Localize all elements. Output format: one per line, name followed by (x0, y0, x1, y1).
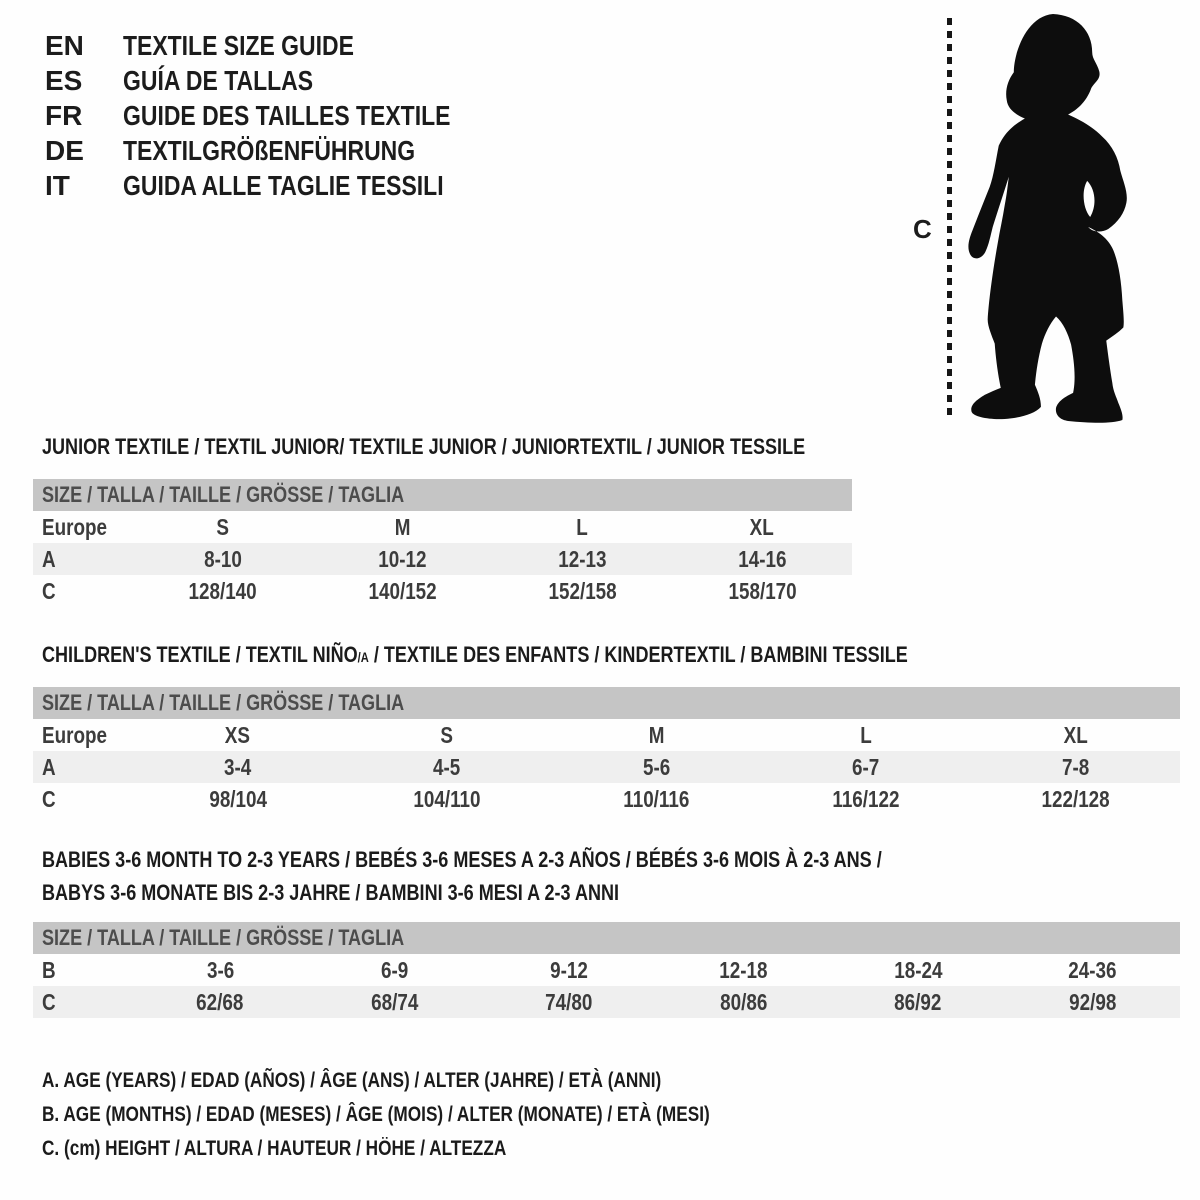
row-label: C (42, 988, 56, 1015)
cell: 128/140 (188, 577, 257, 604)
cell: 5-6 (642, 753, 671, 780)
babies-section-heading (42, 843, 1066, 909)
cell: S (216, 513, 230, 540)
toddler-silhouette-image (964, 12, 1140, 426)
lang-code: IT (45, 169, 70, 201)
legend-line-b: B. AGE (MONTHS) / EDAD (MESES) / ÂGE (MOIS) / ALTER (MONATE) / ETÀ (MESI) (42, 1103, 710, 1126)
cell: 68/74 (371, 988, 419, 1015)
cell: XL (750, 513, 775, 540)
table-row (33, 719, 1180, 751)
row-label: A (42, 545, 56, 572)
table-row (33, 543, 852, 575)
lang-title: GUÍA DE TALLAS (123, 64, 314, 96)
table-row (33, 986, 1180, 1018)
row-label: C (42, 577, 56, 604)
cell: 10-12 (378, 545, 427, 572)
row-label: C (42, 785, 56, 812)
children-heading-sub: /A (357, 650, 369, 665)
lang-row-en (45, 28, 522, 63)
cell: 24-36 (1068, 956, 1117, 983)
language-title-block (45, 28, 522, 203)
table-row (33, 954, 1180, 986)
measure-c-label: C (913, 214, 932, 244)
legend-line-c: C. (cm) HEIGHT / ALTURA / HAUTEUR / HÖHE / ALTEZZA (42, 1137, 507, 1160)
babies-size-table (33, 922, 1180, 1018)
table-row (33, 511, 852, 543)
cell: 6-9 (381, 956, 409, 983)
junior-size-table (33, 479, 852, 607)
row-label: B (42, 956, 56, 983)
legend-line-a: A. AGE (YEARS) / EDAD (AÑOS) / ÂGE (ANS) / ALTER (JAHRE) / ETÀ (ANNI) (42, 1069, 662, 1092)
cell: 62/68 (196, 988, 244, 1015)
children-heading-pre: CHILDREN'S TEXTILE / TEXTIL NIÑO (42, 642, 358, 667)
cell: 110/116 (623, 785, 690, 812)
children-size-table (33, 687, 1180, 815)
junior-section-heading (42, 434, 973, 460)
cell: 122/128 (1041, 785, 1110, 812)
babies-size-header-bar (33, 922, 1180, 954)
cell: 140/152 (368, 577, 437, 604)
cell: 86/92 (894, 988, 942, 1015)
children-heading-text (42, 642, 908, 668)
table-row (33, 783, 1180, 815)
cell: L (860, 721, 872, 748)
lang-row-fr (45, 98, 522, 133)
cell: S (440, 721, 454, 748)
cell: 3-6 (206, 956, 234, 983)
lang-code: EN (45, 29, 84, 61)
table-row (33, 575, 852, 607)
babies-heading-line1: BABIES 3-6 MONTH TO 2-3 YEARS / BEBÉS 3-6 MESES A 2-3 AÑOS / BÉBÉS 3-6 MOIS À 2-3 ANS / (42, 846, 882, 872)
lang-code: ES (45, 64, 83, 96)
size-header-text: SIZE / TALLA / TAILLE / GRÖSSE / TAGLIA (42, 482, 405, 507)
cell: 92/98 (1069, 988, 1117, 1015)
junior-size-header-bar (33, 479, 852, 511)
lang-title: GUIDA ALLE TAGLIE TESSILI (123, 169, 444, 201)
size-header-text: SIZE / TALLA / TAILLE / GRÖSSE / TAGLIA (42, 925, 405, 950)
row-label: A (42, 753, 56, 780)
cell: 4-5 (433, 753, 461, 780)
children-size-header-bar (33, 687, 1180, 719)
row-label: Europe (42, 513, 107, 540)
height-measure-dashed-line (947, 18, 952, 416)
cell: 12-18 (719, 956, 768, 983)
cell: 18-24 (894, 956, 943, 983)
cell: L (576, 513, 589, 540)
cell: 116/122 (832, 785, 900, 812)
row-label: Europe (42, 721, 107, 748)
lang-row-de (45, 133, 522, 168)
lang-code: DE (45, 134, 84, 166)
lang-row-it (45, 168, 522, 203)
measurement-legend (42, 1064, 856, 1166)
cell: 8-10 (203, 545, 242, 572)
cell: 104/110 (413, 785, 481, 812)
cell: M (648, 721, 665, 748)
cell: 9-12 (550, 956, 589, 983)
cell: XL (1063, 721, 1088, 748)
lang-title: GUIDE DES TAILLES TEXTILE (123, 99, 451, 131)
cell: 7-8 (1061, 753, 1089, 780)
cell: 3-4 (224, 753, 252, 780)
junior-heading-text: JUNIOR TEXTILE / TEXTIL JUNIOR/ TEXTILE JUNIOR / JUNIORTEXTIL / JUNIOR TESSILE (42, 434, 806, 459)
cell: 74/80 (545, 988, 593, 1015)
cell: 14-16 (737, 545, 787, 572)
children-heading-post: / TEXTILE DES ENFANTS / KINDERTEXTIL / BAMBINI TESSILE (368, 642, 908, 667)
size-header-text: SIZE / TALLA / TAILLE / GRÖSSE / TAGLIA (42, 690, 405, 715)
lang-row-es (45, 63, 522, 98)
cell: 158/170 (728, 577, 797, 604)
lang-title: TEXTILE SIZE GUIDE (123, 29, 354, 61)
table-row (33, 751, 1180, 783)
cell: 12-13 (558, 545, 607, 572)
babies-heading-line2: BABYS 3-6 MONATE BIS 2-3 JAHRE / BAMBINI 3-6 MESI A 2-3 ANNI (42, 879, 620, 905)
lang-code: FR (45, 99, 83, 131)
cell: 152/158 (548, 577, 617, 604)
lang-title: TEXTILGRÖßENFÜHRUNG (123, 134, 416, 166)
cell: 6-7 (852, 753, 880, 780)
cell: 98/104 (208, 785, 267, 812)
cell: M (394, 513, 411, 540)
children-section-heading (42, 642, 1098, 668)
cell: 80/86 (720, 988, 768, 1015)
cell: XS (225, 721, 251, 748)
